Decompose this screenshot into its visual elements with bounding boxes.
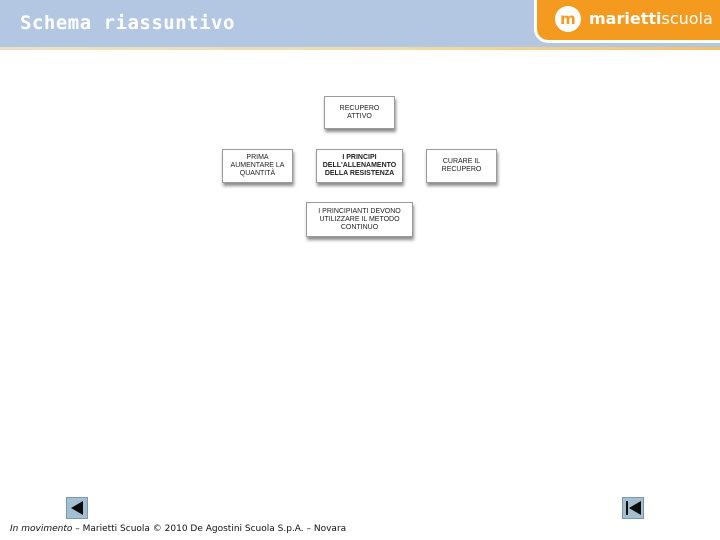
- header-bar: [0, 0, 720, 48]
- marietti-scuola-logo: [534, 0, 720, 43]
- footer-book-title: In movimento: [10, 524, 73, 534]
- node-prima-aumentare: PRIMA AUMENTARE LA QUANTITÀ: [222, 149, 293, 183]
- arrow-left-icon: [629, 501, 641, 515]
- skip-back-icon: [626, 501, 628, 515]
- node-recupero-attivo: RECUPERO ATTIVO: [324, 96, 395, 129]
- logo-brand: marietti: [589, 9, 662, 28]
- logo-wordmark: [589, 9, 713, 28]
- node-principi-allenamento: I PRINCIPI DELL'ALLENAMENTO DELLA RESISTENZA: [316, 149, 403, 183]
- previous-slide-button[interactable]: [66, 497, 88, 519]
- first-slide-button[interactable]: [622, 497, 644, 519]
- header-divider: [0, 47, 720, 50]
- node-curare-recupero: CURARE IL RECUPERO: [426, 149, 497, 183]
- logo-word: scuola: [661, 9, 713, 28]
- page-title: Schema riassuntivo: [20, 12, 235, 34]
- arrow-left-icon: [71, 501, 83, 515]
- footer-credits: [10, 524, 346, 534]
- node-principianti-metodo: I PRINCIPIANTI DEVONO UTILIZZARE IL METODO CONTINUO: [306, 202, 413, 237]
- footer-copyright: – Marietti Scuola © 2010 De Agostini Scuola S.p.A. – Novara: [72, 524, 347, 534]
- logo-mark-icon: m: [555, 6, 581, 32]
